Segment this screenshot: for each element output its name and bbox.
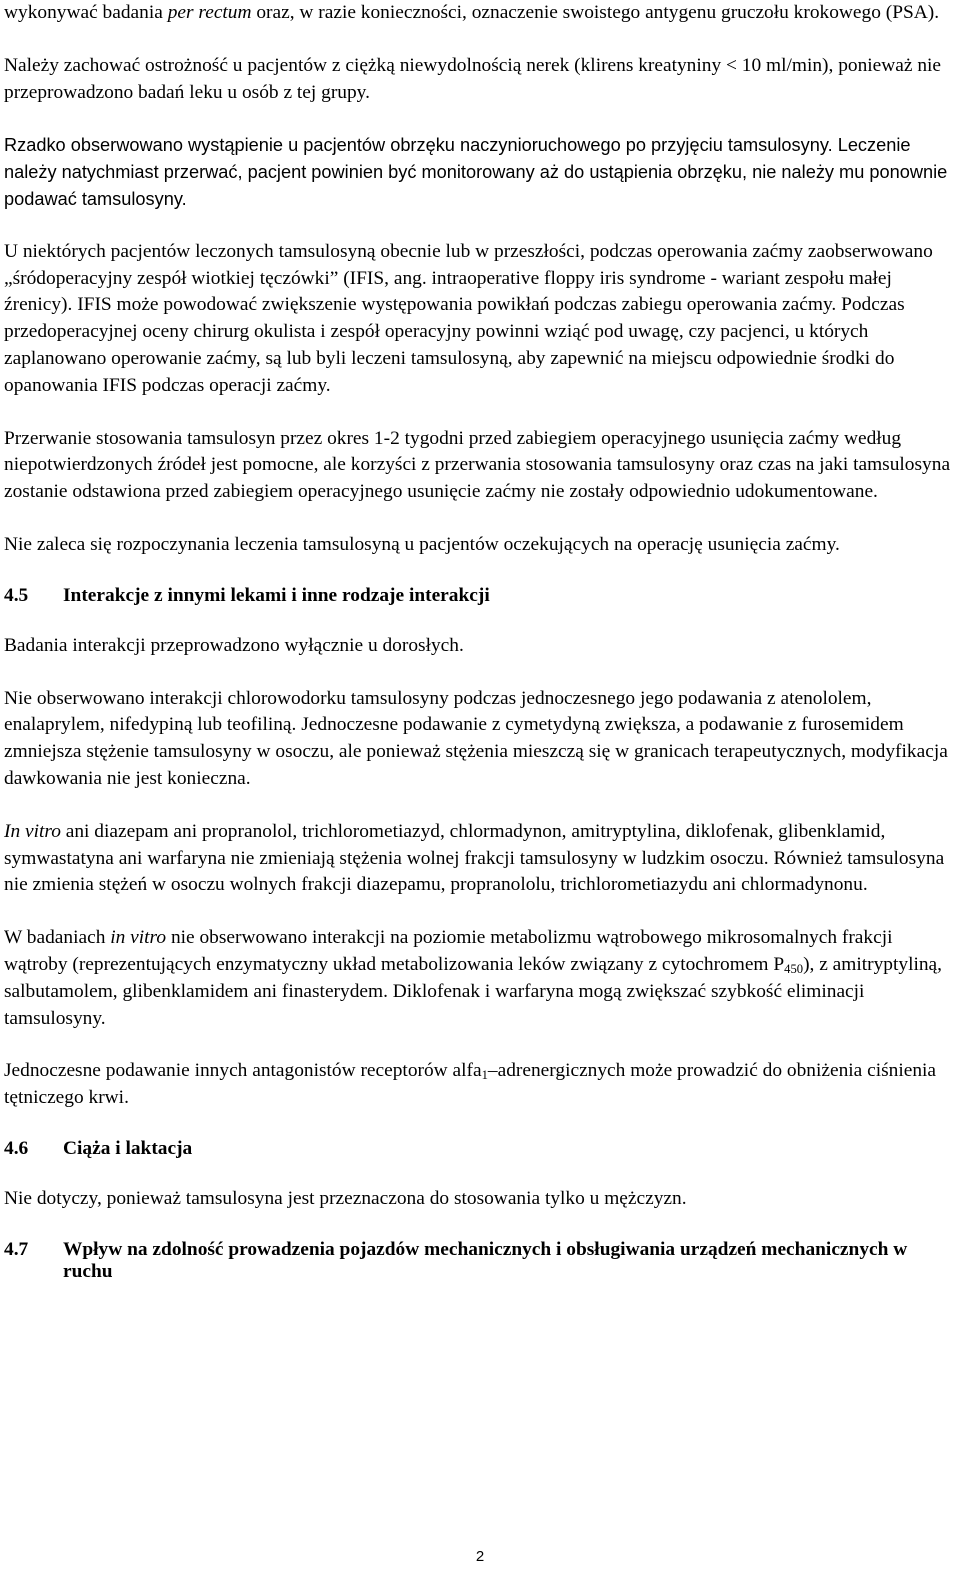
document-page [4,0,952,1283]
section-title: Interakcje z innymi lekami i inne rodzaje interakcji [63,584,490,606]
section-heading-4-7 [4,1239,952,1283]
section-heading-4-6 [4,1138,952,1160]
subscript: 450 [784,962,804,977]
section-title: Ciąża i laktacja [63,1137,193,1159]
italic-term: per rectum [167,2,252,23]
paragraph-discontinuation: Przerwanie stosowania tamsulosyn przez okres 1-2 tygodni przed zabiegiem operacyjnego usunięcia zaćmy według niepotwierdzonych źródeł jest pomocne, ale korzyści z przerwania stosowania tamsulosyny oraz czas na jaki tamsulosyna zostanie odstawiona przed zabiegiem operacyjnego usunięcie zaćmy nie zostały odpowiednio udokumentowane. [4,427,951,503]
text-span: wykonywać badania [4,2,168,23]
paragraph-adults-only: Badania interakcji przeprowadzono wyłącznie u dorosłych. [4,634,464,656]
paragraph-renal-caution: Należy zachować ostrożność u pacjentów z ciężką niewydolnością nerek (klirens kreatyniny < 10 ml/min), ponieważ nie przeprowadzono badań leku u osób z tej grupy. [4,54,942,103]
section-number: 4.6 [4,1137,29,1159]
section-title: Wpływ na zdolność prowadzenia pojazdów mechanicznych i obsługiwania urządzeń mechanicznych w ruchu [63,1238,908,1282]
text-span: –adrenergicznych może prowadzić do obniżenia ciśnienia tętniczego krwi. [4,1060,937,1109]
italic-term: In vitro [4,820,61,842]
paragraph-in-vitro [4,819,952,899]
paragraph-metabolism [4,925,952,1032]
section-number: 4.5 [4,584,29,606]
paragraph-pregnancy: Nie dotyczy, ponieważ tamsulosyna jest przeznaczona do stosowania tylko u mężczyzn. [4,1187,687,1209]
page-number: 2 [475,1548,485,1565]
paragraph-alpha-antagonists [4,1058,952,1112]
italic-term: in vitro [110,927,167,949]
paragraph-angioedema: Rzadko obserwowano wystąpienie u pacjentów obrzęku naczynioruchowego po przyjęciu tamsulosyny. Leczenie należy natychmiast przerwać, pacjent powinien być monitorowany aż do ustąpienia obrzęku, nie należy mu ponownie podawać tamsulosyny. [4,135,948,209]
text-span: W badaniach [4,927,111,949]
subscript: 1 [481,1068,488,1083]
paragraph-rectal-exam [4,0,952,27]
section-heading-4-5 [4,585,952,607]
paragraph-not-recommended: Nie zaleca się rozpoczynania leczenia tamsulosyną u pacjentów oczekujących na operację usunięcia zaćmy. [4,533,840,555]
paragraph-no-interactions: Nie obserwowano interakcji chlorowodorku tamsulosyny podczas jednoczesnego jego podawania z atenololem, enalaprylem, nifedypiną lub teofiliną. Jednoczesne podawanie z cymetydyną zwiększa, a podawanie z furosemidem zmniejsza stężenie tamsulosyny w osoczu, ale ponieważ stężenia mieszczą się w granicach terapeutycznych, modyfikacja dawkowania nie jest konieczna. [4,687,948,789]
paragraph-ifis: U niektórych pacjentów leczonych tamsulosyną obecnie lub w przeszłości, podczas operowania zaćmy zaobserwowano „śródoperacyjny zespół wiotkiej tęczówki” (IFIS, ang. intraoperative floppy iris syndrome - wariant zespołu małej źrenicy). IFIS może powodować zwiększenie występowania powikłań podczas zabiegu operowania zaćmy. Podczas przedoperacyjnej oceny chirurg okulista i zespół operacyjny powinni wziąć pod uwagę, czy pacjenci, u których zaplanowano operowanie zaćmy, są lub byli leczeni tamsulosyną, aby zapewnić na miejscu odpowiednie środki do opanowania IFIS podczas operacji zaćmy. [4,240,933,396]
text-span: ani diazepam ani propranolol, trichlorometiazyd, chlormadynon, amitryptylina, diklofenak, glibenklamid, symwastatyna ani warfaryna nie zmieniają stężenia wolnej frakcji tamsulosyny w ludzkim osoczu. Również tamsulosyna nie zmienia stężeń w osoczu wolnych frakcji diazepamu, propranololu, trichlorometiazydu ani chlormadynonu. [4,820,945,896]
text-span: ), z amitryptyliną, salbutamolem, glibenklamidem ani finasterydem. Diklofenak i warfaryna mogą zwiększać szybkość eliminacji tamsulosyny. [4,953,943,1029]
text-span: nie obserwowano interakcji na poziomie metabolizmu wątrobowego mikrosomalnych frakcji wątroby (reprezentujących enzymatyczny układ metabolizowania leków związany z cytochromem P [4,927,893,975]
text-span: Jednoczesne podawanie innych antagonistów receptorów alfa [4,1060,482,1082]
section-number: 4.7 [4,1238,29,1260]
text-span: oraz, w razie konieczności, oznaczenie swoistego antygenu gruczołu krokowego (PSA). [251,2,940,23]
